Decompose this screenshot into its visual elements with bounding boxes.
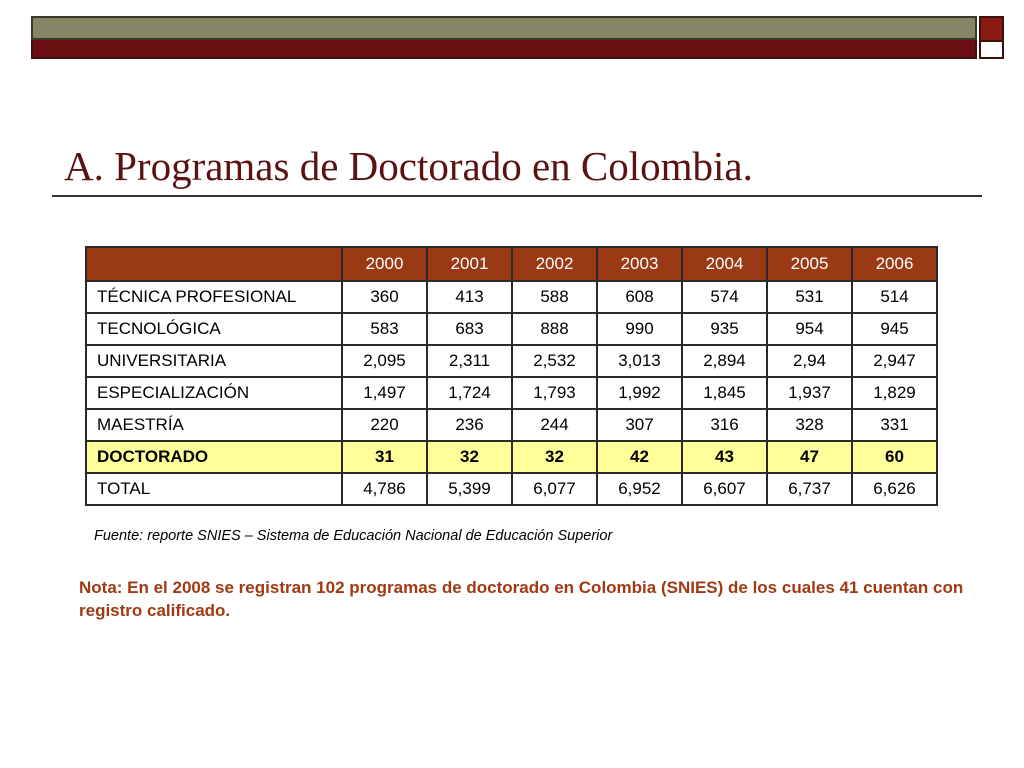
table-row xyxy=(86,409,937,441)
table-cell: 935 xyxy=(682,313,767,345)
year-header: 2003 xyxy=(597,247,682,281)
table-cell: 2,532 xyxy=(512,345,597,377)
row-label: UNIVERSITARIA xyxy=(86,345,342,377)
table-row-total xyxy=(86,473,937,505)
source-citation: Fuente: reporte SNIES – Sistema de Educación Nacional de Educación Superior xyxy=(94,528,613,544)
table-cell: 32 xyxy=(427,441,512,473)
table-cell: 2,311 xyxy=(427,345,512,377)
row-label: ESPECIALIZACIÓN xyxy=(86,377,342,409)
table-cell: 328 xyxy=(767,409,852,441)
row-label: DOCTORADO xyxy=(86,441,342,473)
table-cell: 6,077 xyxy=(512,473,597,505)
table-cell: 588 xyxy=(512,281,597,313)
year-header: 2001 xyxy=(427,247,512,281)
row-label: MAESTRÍA xyxy=(86,409,342,441)
table-cell: 316 xyxy=(682,409,767,441)
table-cell: 60 xyxy=(852,441,937,473)
row-label: TÉCNICA PROFESIONAL xyxy=(86,281,342,313)
header-square-top xyxy=(979,16,1004,42)
table-corner-cell xyxy=(86,247,342,281)
table-cell: 1,829 xyxy=(852,377,937,409)
table-cell: 2,095 xyxy=(342,345,427,377)
table-cell: 331 xyxy=(852,409,937,441)
table-cell: 6,607 xyxy=(682,473,767,505)
table-cell: 514 xyxy=(852,281,937,313)
year-header: 2000 xyxy=(342,247,427,281)
table-cell: 2,894 xyxy=(682,345,767,377)
table-cell: 583 xyxy=(342,313,427,345)
table-cell: 6,952 xyxy=(597,473,682,505)
table-cell: 42 xyxy=(597,441,682,473)
header-square-bottom xyxy=(979,42,1004,59)
table-cell: 1,497 xyxy=(342,377,427,409)
table-row xyxy=(86,281,937,313)
table-cell: 360 xyxy=(342,281,427,313)
year-header: 2005 xyxy=(767,247,852,281)
table-cell: 608 xyxy=(597,281,682,313)
table-cell: 5,399 xyxy=(427,473,512,505)
table-cell: 1,793 xyxy=(512,377,597,409)
table-cell: 47 xyxy=(767,441,852,473)
table-header-row xyxy=(86,247,937,281)
table-cell: 413 xyxy=(427,281,512,313)
table-row xyxy=(86,377,937,409)
header-bar-top xyxy=(31,16,977,40)
table-row-highlighted xyxy=(86,441,937,473)
year-header: 2006 xyxy=(852,247,937,281)
table-cell: 1,845 xyxy=(682,377,767,409)
year-header: 2002 xyxy=(512,247,597,281)
header-bar-bottom xyxy=(31,40,977,59)
table-cell: 945 xyxy=(852,313,937,345)
table-cell: 2,947 xyxy=(852,345,937,377)
table-cell: 2,94 xyxy=(767,345,852,377)
slide-title: A. Programas de Doctorado en Colombia. xyxy=(64,143,753,189)
table-cell: 220 xyxy=(342,409,427,441)
table-cell: 236 xyxy=(427,409,512,441)
table-cell: 32 xyxy=(512,441,597,473)
table-cell: 574 xyxy=(682,281,767,313)
programs-table xyxy=(85,246,938,506)
table-cell: 6,737 xyxy=(767,473,852,505)
table-cell: 1,937 xyxy=(767,377,852,409)
table-cell: 4,786 xyxy=(342,473,427,505)
table-cell: 43 xyxy=(682,441,767,473)
table-cell: 6,626 xyxy=(852,473,937,505)
title-divider xyxy=(52,195,982,197)
table-cell: 3,013 xyxy=(597,345,682,377)
table-cell: 244 xyxy=(512,409,597,441)
table-cell: 31 xyxy=(342,441,427,473)
table-cell: 1,724 xyxy=(427,377,512,409)
table-cell: 990 xyxy=(597,313,682,345)
year-header: 2004 xyxy=(682,247,767,281)
table-cell: 888 xyxy=(512,313,597,345)
table-cell: 954 xyxy=(767,313,852,345)
table-cell: 683 xyxy=(427,313,512,345)
table-row xyxy=(86,345,937,377)
table-cell: 307 xyxy=(597,409,682,441)
table-row xyxy=(86,313,937,345)
table-cell: 1,992 xyxy=(597,377,682,409)
row-label: TOTAL xyxy=(86,473,342,505)
footnote: Nota: En el 2008 se registran 102 programas de doctorado en Colombia (SNIES) de los cuales 41 cuentan con registro calificado. xyxy=(79,578,964,620)
row-label: TECNOLÓGICA xyxy=(86,313,342,345)
table-cell: 531 xyxy=(767,281,852,313)
